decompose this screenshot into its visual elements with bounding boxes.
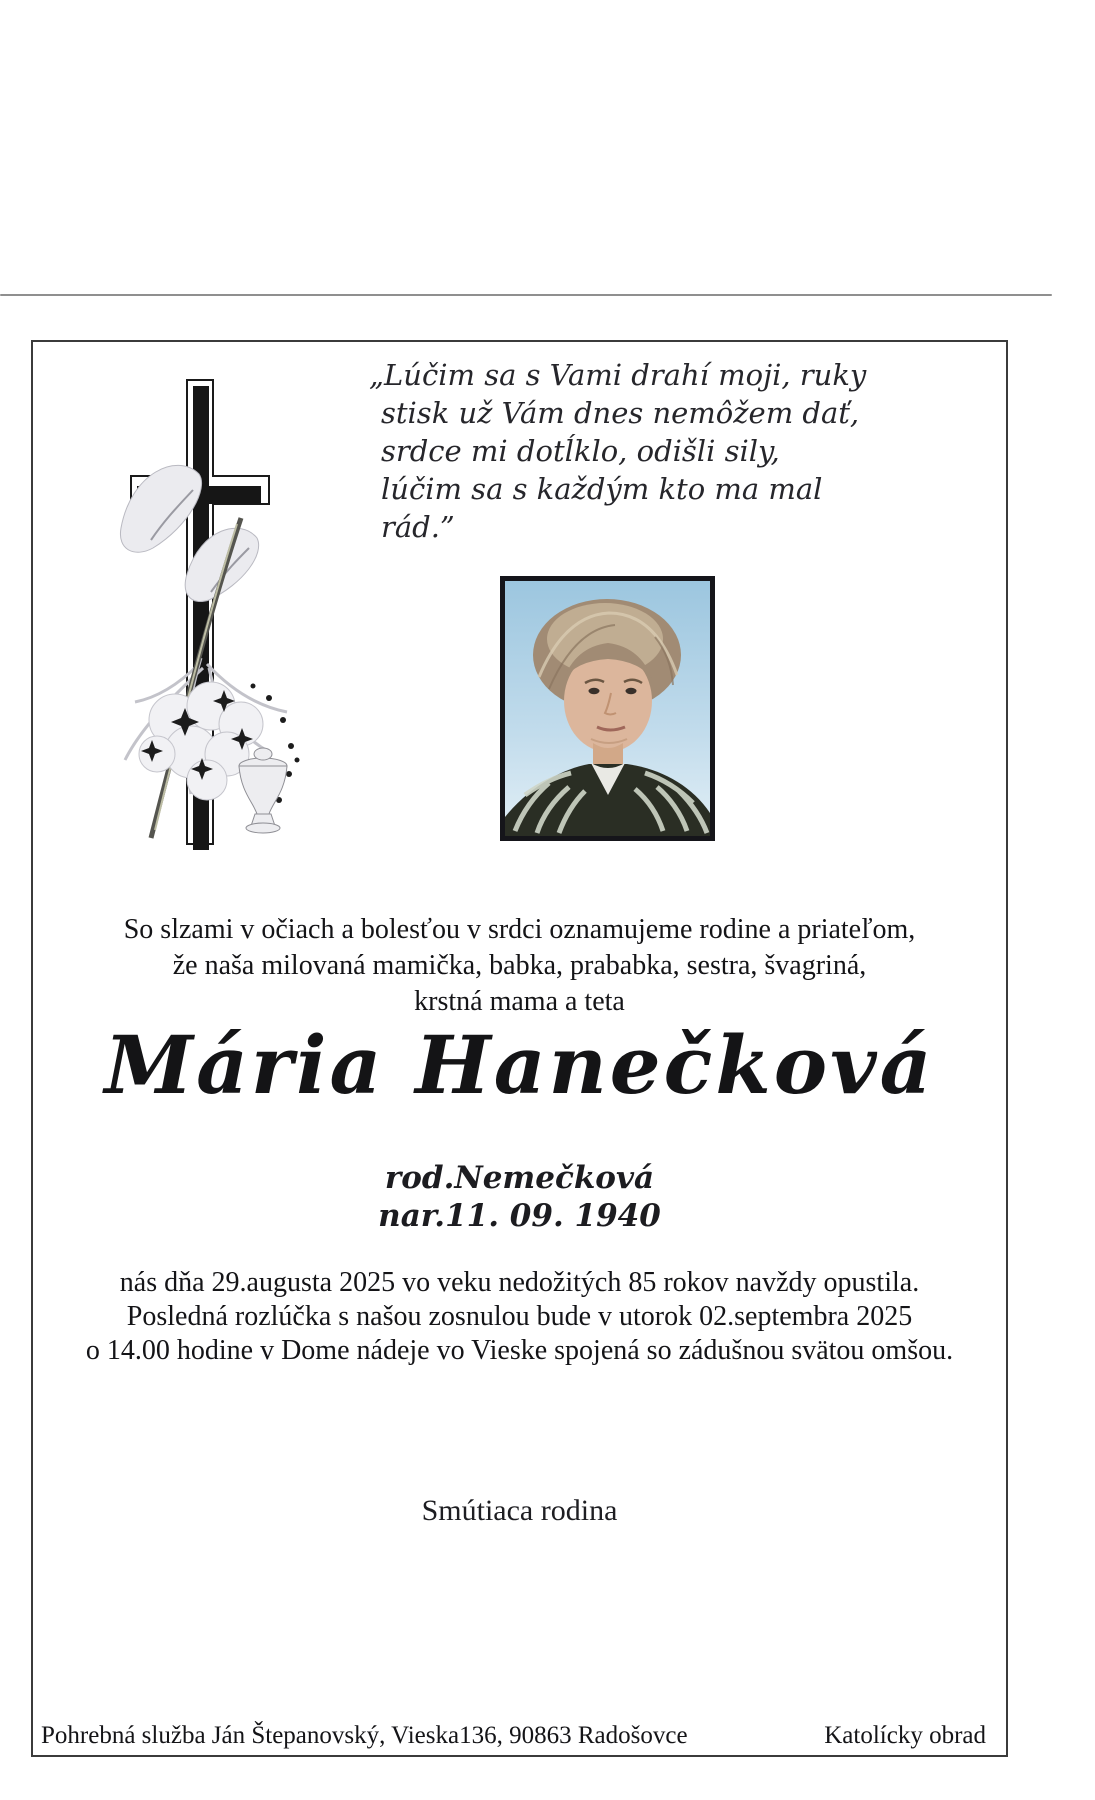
- notice-border-frame: [31, 340, 1008, 1757]
- details-line: nás dňa 29.augusta 2025 vo veku nedožitých 85 rokov navždy opustila.: [119, 1267, 920, 1298]
- details-line: Posledná rozlúčka s našou zosnulou bude v utorok 02.septembra 2025: [126, 1301, 913, 1332]
- top-divider-line: [0, 294, 1052, 296]
- quote-line: „Lúčim sa s Vami drahí moji, ruky: [369, 358, 867, 392]
- farewell-quote: [369, 356, 869, 546]
- birth-date: nar.11. 09. 1940: [378, 1198, 661, 1234]
- announcement-text: [33, 912, 1006, 1020]
- maiden-name: rod.Nemečková: [384, 1160, 655, 1196]
- details-line: o 14.00 hodine v Dome nádeje vo Vieske spojená so zádušnou svätou omšou.: [85, 1335, 954, 1366]
- cross-with-lilies-icon: [91, 368, 317, 868]
- announcement-line: že naša milovaná mamička, babka, prababka, sestra, švagriná,: [172, 950, 867, 981]
- mourning-family-signature: Smútiaca rodina: [421, 1494, 618, 1527]
- footer-row: [33, 1722, 1006, 1750]
- deceased-name: Mária Hanečková: [104, 1018, 935, 1112]
- funeral-details: [33, 1266, 1006, 1368]
- quote-line: stisk už Vám dnes nemôžem dať,: [381, 396, 860, 430]
- funeral-service-info: Pohrebná služba Ján Štepanovský, Vieska136, 90863 Radošovce: [41, 1722, 688, 1749]
- announcement-line: krstná mama a teta: [414, 986, 625, 1017]
- announcement-line: So slzami v očiach a bolesťou v srdci oznamujeme rodine a priateľom,: [123, 914, 916, 945]
- quote-line: lúčim sa s každým kto ma mal rád.”: [381, 472, 823, 544]
- quote-line: srdce mi dotĺklo, odišli sily,: [381, 434, 780, 468]
- portrait-photo: [500, 576, 715, 841]
- rite-label: Katolícky obrad: [824, 1722, 986, 1749]
